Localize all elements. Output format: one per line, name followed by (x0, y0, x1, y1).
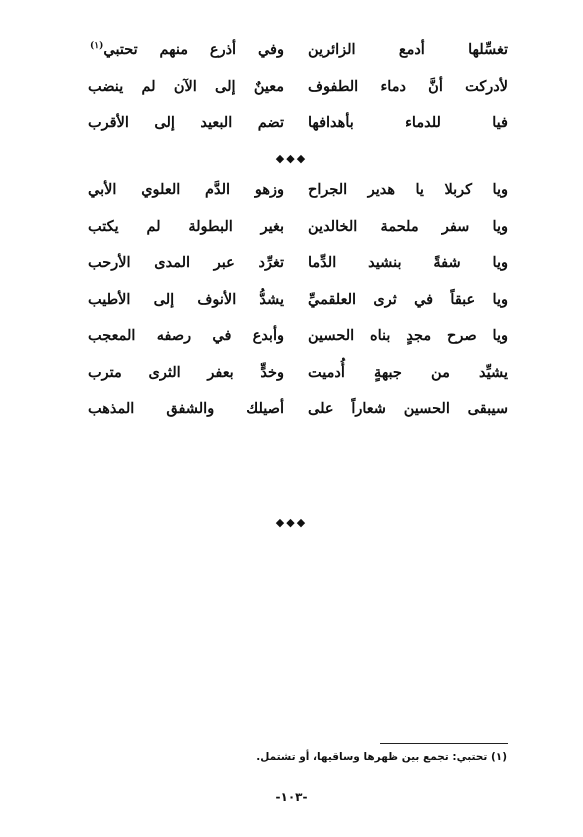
verse-second-hemistich: وخدٍّ بعفر الثرى مترب (88, 363, 284, 381)
verse-first-hemistich: فيا للدماء بأهدافها (308, 114, 508, 131)
verse-second-hemistich: وزهو الدَّم العلوي الأبي (88, 181, 284, 198)
verse-second-hemistich-text: وفي أذرع منهم تحتبي (103, 41, 284, 58)
verse-line (88, 393, 508, 430)
verse-second-hemistich: وأبدع في رصفه المعجب (88, 327, 284, 344)
verse-second-hemistich: تغرِّد عبر المدى الأرحب (88, 254, 284, 271)
footnote: (١) تحتبي: تجمع بين ظهرها وساقيها، أو تشتمل. (256, 751, 507, 763)
stanza-1 (88, 34, 508, 144)
verse-second-hemistich: معينٌ إلى الآن لم ينضب (88, 77, 284, 95)
verse-second-hemistich: يشدُّ الأنوف إلى الأطيب (88, 290, 284, 308)
verse-first-hemistich: لأدركت أنَّ دماء الطفوف (308, 77, 508, 95)
page-number: -١٠٣- (275, 790, 308, 804)
verse-line (88, 357, 508, 394)
stanza-2 (88, 174, 508, 430)
verse-first-hemistich: سيبقى الحسين شعاراً على (308, 400, 508, 417)
verse-second-hemistich (88, 40, 284, 62)
verse-line (88, 174, 508, 211)
verse-first-hemistich: ويا صرح مجدٍ بناه الحسين (308, 327, 508, 344)
footnote-divider (380, 743, 508, 744)
verse-first-hemistich: ويا عبقاً في ثرى العلقميِّ (308, 290, 508, 308)
verse-line (88, 247, 508, 284)
verse-second-hemistich: تضم البعيد إلى الأقرب (88, 114, 284, 131)
verse-first-hemistich: ويا كربلا يا هدير الجراح (308, 181, 508, 198)
verse-second-hemistich: بغير البطولة لم يكتب (88, 217, 284, 235)
verse-line (88, 71, 508, 108)
stanza-separator: ◆◆◆ (275, 152, 308, 165)
verse-line (88, 284, 508, 321)
verse-first-hemistich: يشيِّد من جبهةٍ أُدميت (308, 363, 508, 381)
verse-first-hemistich: ويا شفةً بنشيد الدِّما (308, 254, 508, 271)
verse-first-hemistich: ويا سفر ملحمة الخالدين (308, 217, 508, 235)
verse-second-hemistich: أصيلك والشفق المذهب (88, 400, 284, 417)
verse-line (88, 320, 508, 357)
footnote-reference: (١) (90, 41, 104, 51)
verse-line (88, 34, 508, 71)
verse-line (88, 211, 508, 248)
stanza-separator: ◆◆◆ (275, 516, 308, 529)
verse-first-hemistich: تغسِّلها أدمع الزائرين (308, 41, 508, 58)
verse-line (88, 107, 508, 144)
